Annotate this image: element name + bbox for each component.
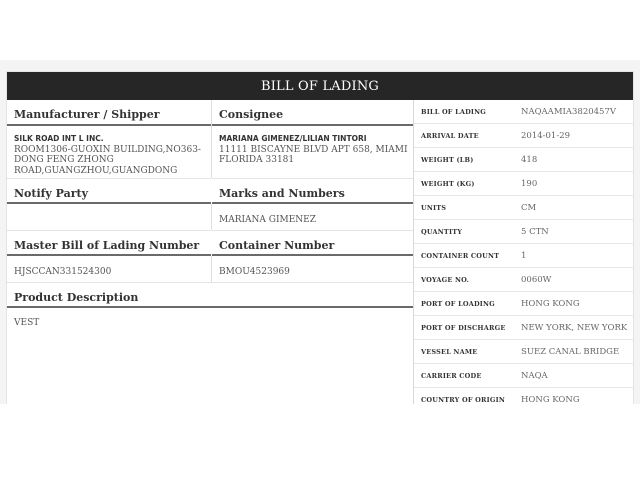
detail-value: HONG KONG [521, 298, 580, 309]
detail-row [414, 196, 633, 220]
detail-value: CM [521, 202, 537, 213]
detail-value: 5 CTN [521, 226, 549, 237]
detail-row [414, 244, 633, 268]
container-number-heading: Container Number [212, 230, 413, 256]
bottom-margin [0, 404, 640, 480]
detail-row [414, 172, 633, 196]
detail-row [414, 364, 633, 388]
shipper-block [7, 134, 211, 176]
detail-label: WEIGHT (KG) [421, 179, 475, 188]
detail-label: WEIGHT (LB) [421, 155, 474, 164]
detail-value: SUEZ CANAL BRIDGE [521, 346, 620, 357]
detail-row [414, 100, 633, 124]
detail-value: 2014-01-29 [521, 130, 571, 141]
detail-value: 418 [521, 154, 538, 165]
column-divider [211, 100, 212, 178]
detail-row [414, 388, 633, 404]
detail-row [414, 340, 633, 364]
master-bol-value: HJSCCAN331524300 [14, 267, 112, 277]
detail-label: VOYAGE NO. [421, 275, 470, 284]
container-number-value: BMOU4523969 [219, 267, 290, 277]
detail-label: PORT OF LOADING [421, 299, 495, 308]
detail-value: 1 [521, 250, 527, 261]
detail-value: 190 [521, 178, 538, 189]
detail-row [414, 316, 633, 340]
detail-value: NEW YORK, NEW YORK [521, 322, 628, 333]
detail-row [414, 124, 633, 148]
detail-value: NAQA [521, 370, 548, 381]
top-margin [0, 0, 640, 60]
detail-label: COUNTRY OF ORIGIN [421, 395, 505, 404]
detail-label: QUANTITY [421, 227, 463, 236]
document-title: BILL OF LADING [7, 72, 633, 100]
shipper-name: SILK ROAD INT L INC. [14, 134, 104, 143]
detail-value: HONG KONG [521, 394, 580, 404]
detail-label: VESSEL NAME [421, 347, 478, 356]
detail-row [414, 220, 633, 244]
consignee-block [212, 134, 413, 166]
detail-label: UNITS [421, 203, 447, 212]
detail-value: 0060W [521, 274, 552, 285]
detail-label: PORT OF DISCHARGE [421, 323, 506, 332]
notify-party-heading: Notify Party [7, 178, 211, 204]
product-description-heading: Product Description [7, 282, 413, 308]
marks-numbers-heading: Marks and Numbers [212, 178, 413, 204]
column-divider [211, 204, 212, 230]
detail-row [414, 148, 633, 172]
detail-label: ARRIVAL DATE [421, 131, 479, 140]
marks-numbers-value: MARIANA GIMENEZ [219, 215, 317, 225]
consignee-address: 11111 BISCAYNE BLVD APT 658, MIAMI FLORIDA 33181 [219, 144, 408, 165]
shipper-address: ROOM1306-GUOXIN BUILDING,NO363-DONG FENG ZHONG ROAD,GUANGZHOU,GUANGDONG [14, 144, 201, 176]
bill-of-lading-card [7, 72, 633, 404]
detail-label: BILL OF LADING [421, 107, 487, 116]
shipper-heading: Manufacturer / Shipper [7, 100, 211, 126]
consignee-heading: Consignee [212, 100, 413, 126]
consignee-name: MARIANA GIMENEZ/LILIAN TINTORI [219, 134, 367, 143]
detail-value: NAQAAMIA3820457V [521, 106, 617, 117]
detail-row [414, 292, 633, 316]
detail-label: CONTAINER COUNT [421, 251, 500, 260]
detail-label: CARRIER CODE [421, 371, 482, 380]
column-divider [211, 256, 212, 282]
product-description-value: VEST [14, 318, 40, 328]
left-panel [7, 100, 413, 404]
details-panel [413, 100, 633, 404]
master-bol-heading: Master Bill of Lading Number [7, 230, 211, 256]
detail-row [414, 268, 633, 292]
